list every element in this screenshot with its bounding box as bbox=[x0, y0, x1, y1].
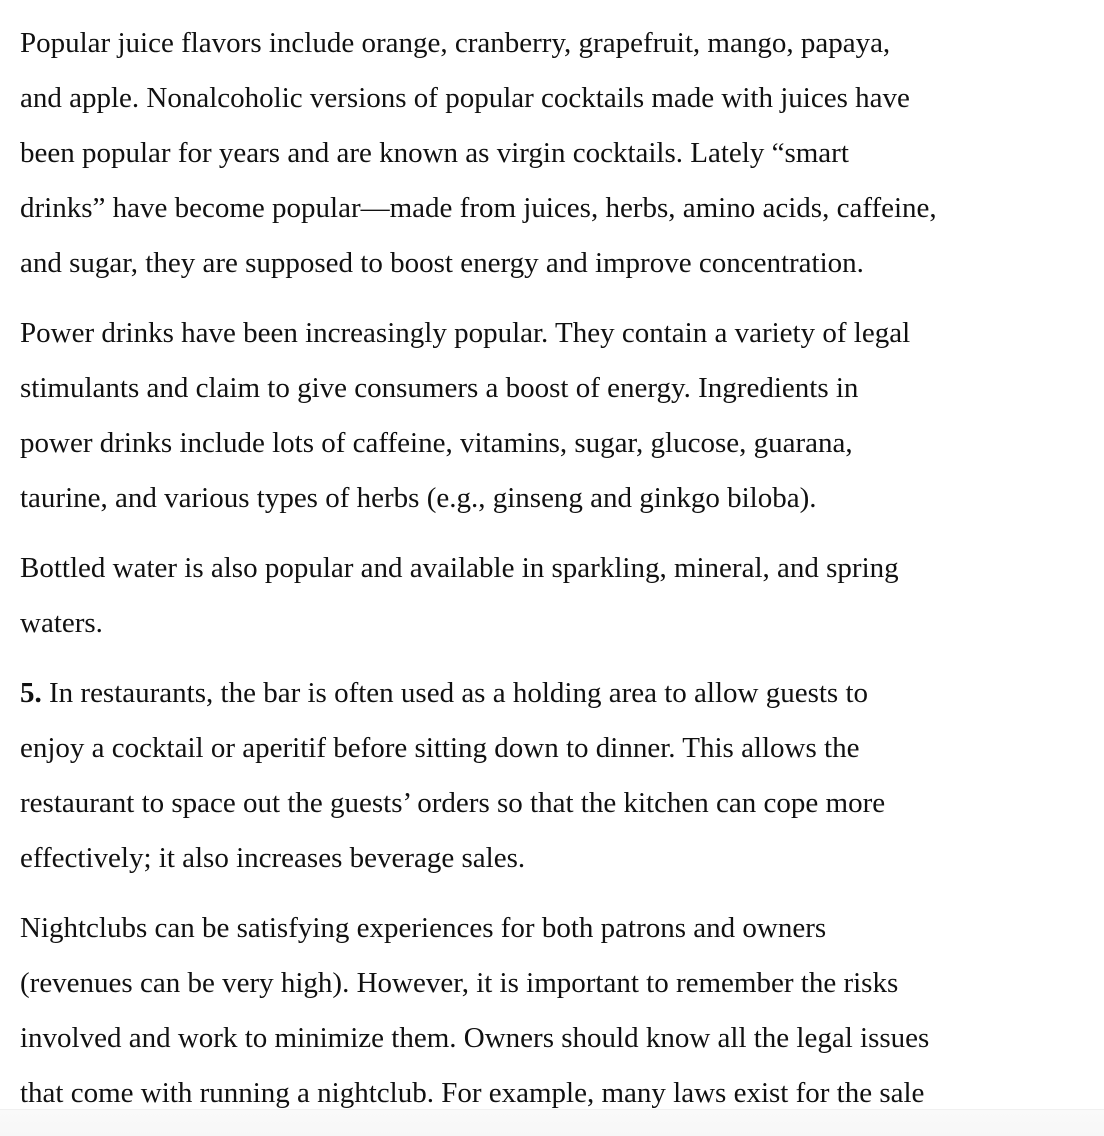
text-line: power drinks include lots of caffeine, vitamins, sugar, glucose, guarana, bbox=[20, 427, 853, 459]
paragraph-bottled-water bbox=[20, 541, 1100, 651]
text-line: stimulants and claim to give consumers a boost of energy. Ingredients in bbox=[20, 372, 859, 404]
text-line: and sugar, they are supposed to boost energy and improve concentration. bbox=[20, 247, 864, 279]
document-body bbox=[20, 16, 1100, 1136]
text-line: been popular for years and are known as virgin cocktails. Lately “smart bbox=[20, 137, 849, 169]
text-line-content: In restaurants, the bar is often used as a holding area to allow guests to bbox=[41, 677, 869, 709]
text-line: effectively; it also increases beverage sales. bbox=[20, 842, 526, 874]
text-line: waters. bbox=[20, 607, 103, 639]
item-number: 5. bbox=[20, 677, 42, 709]
text-line: drinks” have become popular—made from juices, herbs, amino acids, caffeine, bbox=[20, 192, 937, 224]
text-line: Bottled water is also popular and available in sparkling, mineral, and spring bbox=[20, 552, 899, 584]
text-line: Power drinks have been increasingly popular. They contain a variety of legal bbox=[20, 317, 911, 349]
text-line: taurine, and various types of herbs (e.g., ginseng and ginkgo biloba). bbox=[20, 482, 817, 514]
text-line: (revenues can be very high). However, it is important to remember the risks bbox=[20, 967, 899, 999]
paragraph-juices bbox=[20, 16, 1100, 291]
text-line: and apple. Nonalcoholic versions of popular cocktails made with juices have bbox=[20, 82, 910, 114]
text-line: enjoy a cocktail or aperitif before sitting down to dinner. This allows the bbox=[20, 732, 860, 764]
text-line: Nightclubs can be satisfying experiences for both patrons and owners bbox=[20, 912, 827, 944]
text-line: that come with running a nightclub. For example, many laws exist for the sale bbox=[20, 1077, 925, 1109]
text-line: restaurant to space out the guests’ orders so that the kitchen can cope more bbox=[20, 787, 886, 819]
paragraph-power-drinks bbox=[20, 306, 1100, 526]
paragraph-nightclubs bbox=[20, 901, 1100, 1121]
bottom-fade bbox=[0, 1109, 1104, 1136]
text-line: involved and work to minimize them. Owners should know all the legal issues bbox=[20, 1022, 930, 1054]
text-line: Popular juice flavors include orange, cranberry, grapefruit, mango, papaya, bbox=[20, 27, 891, 59]
text-line bbox=[20, 666, 1100, 721]
paragraph-item-5 bbox=[20, 666, 1100, 886]
